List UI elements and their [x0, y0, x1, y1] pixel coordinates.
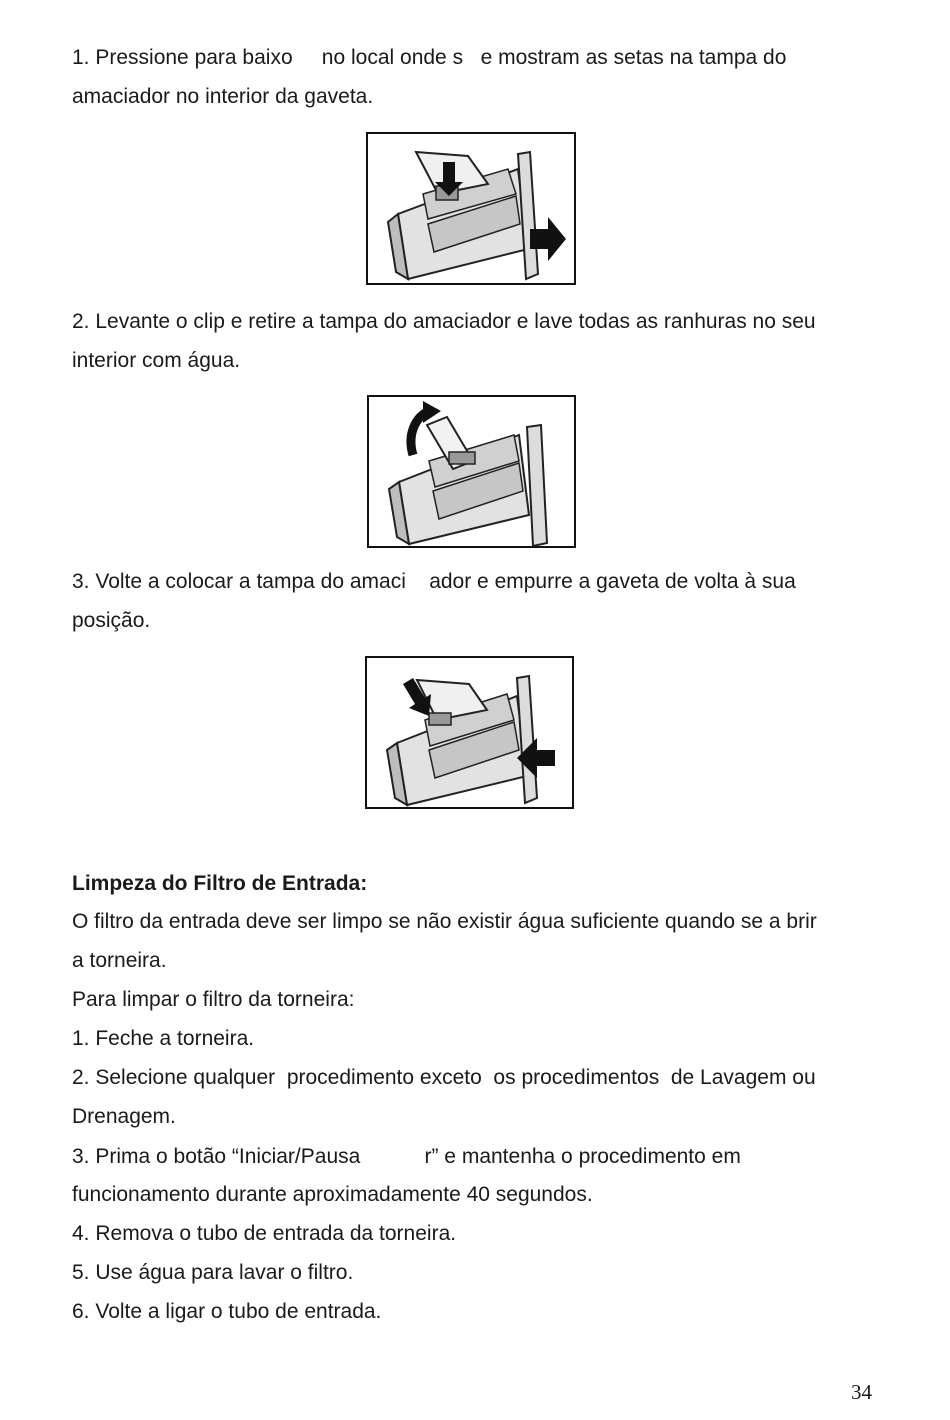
drawer-press-down-pull-out-illustration-icon	[368, 134, 574, 283]
filter-step-5: 5. Use água para lavar o filtro.	[72, 1261, 354, 1284]
step-3-line-2: posição.	[72, 609, 151, 632]
filter-intro-line-1: O filtro da entrada deve ser limpo se não existir água suficiente quando se a brir	[72, 910, 817, 933]
filter-step-6: 6. Volte a ligar o tubo de entrada.	[72, 1300, 382, 1323]
page-number: 34	[851, 1380, 872, 1404]
step-1-line-2: amaciador no interior da gaveta.	[72, 85, 374, 108]
figure-drawer-lift-clip	[367, 395, 576, 548]
filter-step-4: 4. Remova o tubo de entrada da torneira.	[72, 1222, 457, 1245]
filter-lead: Para limpar o filtro da torneira:	[72, 988, 355, 1011]
step-3-line-1: 3. Volte a colocar a tampa do amaci ador e empurre a gaveta de volta à sua	[72, 570, 796, 593]
filter-step-3-line-1: 3. Prima o botão “Iniciar/Pausa r” e mantenha o procedimento em	[72, 1145, 741, 1168]
step-1-line-1: 1. Pressione para baixo no local onde s e mostram as setas na tampa do	[72, 46, 787, 69]
filter-step-1: 1. Feche a torneira.	[72, 1027, 255, 1050]
filter-step-2-line-1: 2. Selecione qualquer procedimento exceto os procedimentos de Lavagem ou	[72, 1066, 816, 1089]
section-heading: Limpeza do Filtro de Entrada:	[72, 872, 368, 895]
step-2-line-2: interior com água.	[72, 349, 241, 372]
figure-drawer-pull-out	[366, 132, 576, 285]
filter-intro-line-2: a torneira.	[72, 949, 167, 972]
filter-step-3-line-2: funcionamento durante aproximadamente 40 segundos.	[72, 1183, 593, 1206]
step-2-line-1: 2. Levante o clip e retire a tampa do amaciador e lave todas as ranhuras no seu	[72, 310, 816, 333]
figure-drawer-push-in	[365, 656, 574, 809]
drawer-press-down-push-in-illustration-icon	[367, 658, 572, 807]
filter-step-2-line-2: Drenagem.	[72, 1105, 176, 1128]
drawer-lift-clip-illustration-icon	[369, 397, 574, 546]
